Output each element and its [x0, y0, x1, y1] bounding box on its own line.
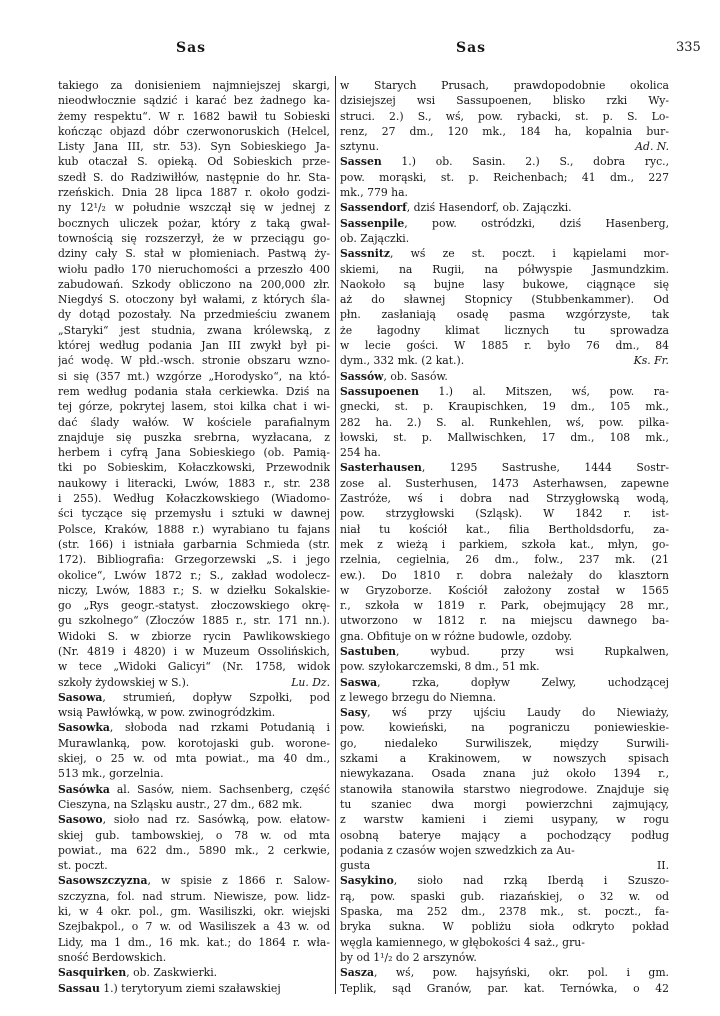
running-head-right: Sas — [456, 40, 487, 56]
right-line: aż do sławnej Stopnicy (Stubbenkammer). Od — [340, 293, 669, 307]
headword: Sastuben — [340, 644, 396, 658]
left-line: st. poczt. — [58, 859, 108, 873]
headword: Sassnitz — [340, 247, 391, 261]
right-line: pow. morąski, st. p. Reichenbach; 41 dm., 227 — [340, 170, 669, 184]
left-line: i 255). Według Kołaczkowskiego (Wiadomo- — [58, 492, 330, 506]
left-line: skiej gub. tambowskiej, o 78 w. od mta — [58, 828, 330, 842]
left-line: Cieszyna, na Szląsku austr., 27 dm., 682 mk. — [58, 797, 303, 811]
headword: Sassupoenen — [340, 384, 419, 398]
left-line: naukowy i literacki, Lwów, 1883 r., str. 238 — [58, 476, 330, 490]
headword: Saswa — [340, 675, 378, 689]
headword: Sasowo — [58, 813, 103, 827]
left-line: takiego za donisieniem najmniejszej skargi, — [58, 79, 330, 92]
right-line: mek z wieżą i parkiem, szkoła kat., młyn, go- — [340, 537, 669, 551]
right-line: Spaska, ma 252 dm., 2378 mk., st. poczt., fa- — [340, 905, 669, 919]
right-line: 254 ha. — [340, 446, 381, 460]
headword: Sassendorf — [340, 201, 407, 215]
left-line: tej górze, pokrytej lasem, stoi kilka chat i wi- — [58, 400, 330, 414]
right-line: rzelnia, cegielnia, 26 dm., folw., 237 mk. (21 — [340, 553, 669, 567]
right-line: r., szkoła w 1819 r. Park, obejmujący 28 mr., — [340, 599, 669, 613]
headword: Sasy — [340, 706, 368, 720]
right-line: utworzono w 1812 r. na miejscu dawnego ba- — [340, 614, 669, 628]
left-line: si się (357 mt.) wzgórze „Horodysko“, na któ- — [58, 369, 330, 383]
headword: Sasterhausen — [340, 461, 422, 475]
right-line: Naokoło są bujne lasy bukowe, ciągnące się — [340, 277, 669, 291]
left-line: powiat., ma 622 dm., 5890 mk., 2 cerkwie, — [58, 843, 330, 857]
right-line: dzisiejszej wsi Sassupoenen, blisko rzki Wy- — [340, 94, 669, 108]
right-line: Sassupoenen 1.) al. Mitszen, wś, pow. ra- — [340, 384, 669, 398]
right-line: Zastróże, wś i dobra nad Strzygłowską wodą, — [340, 492, 669, 506]
right-line: że łagodny klimat licznych tu sprowadza — [340, 323, 669, 337]
left-line: herbem i cyfrą Jana Sobieskiego (ob. Pamią- — [58, 446, 330, 460]
left-line: go „Rys geogr.-statyst. złoczowskiego okrę- — [58, 599, 330, 613]
right-line: Sasterhausen, 1295 Sastrushe, 1444 Sostr- — [340, 461, 669, 475]
left-line: jać wodę. W płd.-wsch. stronie obszaru wzno- — [58, 354, 330, 368]
left-line: nieodwłocznie sądzić i karać bez żadnego ka- — [58, 94, 330, 108]
right-line: osobną baterye mający a pochodzący podług — [340, 828, 669, 842]
right-line: Sassenpile, pow. ostródzki, dziś Hasenberg, — [340, 216, 669, 230]
left-line: Szejbakpol., o 7 w. od Wasiliszek a 43 w. od — [58, 920, 330, 934]
left-line: Sasowszczyzna, w spisie z 1866 r. Salow- — [58, 874, 330, 888]
left-line: Sasowo, sioło nad rz. Sasówką, pow. ełatow- — [58, 813, 330, 827]
right-line: szkami a Krakinowem, w nowszych spisach — [340, 752, 669, 766]
left-line: Niegdyś S. otoczony był wałami, z których śla- — [58, 293, 330, 307]
running-head-left: Sas — [176, 40, 207, 56]
right-line: Sastuben, wybud. przy wsi Rupkalwen, — [340, 644, 669, 658]
left-line: Widoki S. w zbiorze rycin Pawlikowskiego — [58, 629, 330, 643]
right-line: gna. Obfituje on w różne budowle, ozdoby. — [340, 629, 573, 643]
right-line: podania z czasów wojen szwedzkich za Au- — [340, 843, 575, 857]
right-line: Teplik, sąd Granów, par. kat. Ternówka, o 42 — [340, 981, 669, 995]
right-line: ob. Zajączki. — [340, 231, 410, 245]
signature-ks-fr: Ks. Fr. — [633, 354, 669, 368]
right-line: niewykazana. Osada znana już około 1394 r., — [340, 767, 669, 781]
left-line: rem według podania stała cerkiewka. Dziś na — [58, 384, 330, 398]
left-line: znajduje się puszka srebrna, wyzłacana, z — [58, 430, 330, 444]
right-line: zose al. Susterhusen, 1473 Asterhawsen, zapewne — [340, 476, 669, 490]
left-line: w tece „Widoki Galicyi“ (Nr. 1758, widok — [58, 660, 330, 674]
left-line: okolice“, Lwów 1872 r.; S., zakład wodolecz- — [58, 568, 330, 582]
right-line: płn. zasłaniają osadę pasma wzgórzyste, tak — [340, 308, 669, 322]
right-line: w Gryzoborze. Kościół założony został w 1565 — [340, 583, 669, 597]
left-line: wiołu padło 170 nieruchomości a przeszło 400 — [58, 262, 330, 276]
right-line: bryka sukna. W pobliżu sioła odkryto pokład — [340, 920, 669, 934]
column-divider — [335, 76, 336, 994]
right-line: Sassów, ob. Sasów. — [340, 369, 448, 383]
left-line: żemy respektu“. W r. 1682 bawił tu Sobieski — [58, 109, 330, 123]
left-line: kub otaczał S. opieką. Od Sobieskich prze- — [58, 155, 330, 169]
right-line: węgla kamiennego, w głębokości 4 saż., gru- — [340, 935, 585, 949]
left-line: tki po Sobieskim, Kołaczkowski, Przewodnik — [58, 461, 330, 475]
left-line: Lidy, ma 1 dm., 16 mk. kat.; do 1864 r. wła- — [58, 935, 330, 949]
left-line: Sasowka, słoboda nad rzkami Potudanią i — [58, 721, 330, 735]
right-line: renz, 27 dm., 120 mk., 184 ha, kopalnia bur- — [340, 124, 669, 138]
left-line: rzeńskich. Dnia 28 lipca 1887 r. około godzi- — [58, 186, 330, 200]
headword: Sasowka — [58, 721, 110, 735]
left-line: kończąc objazd dóbr czerwonoruskich (Helcel, — [58, 124, 330, 138]
right-column — [340, 78, 669, 996]
right-line: z lewego brzegu do Niemna. — [340, 690, 497, 704]
right-line: by od 1¹/₂ do 2 arszynów. — [340, 950, 477, 964]
right-line: gusta II. — [340, 859, 669, 873]
left-column — [58, 78, 330, 996]
left-line: bocznych uliczek pożar, który z taką gwał- — [58, 216, 330, 230]
right-line: pow. strzygłowski (Szląsk). W 1842 r. ist- — [340, 507, 669, 521]
left-line: Listy Jana III, str. 53). Syn Sobieskiego Ja- — [58, 140, 330, 154]
right-line: z warstw kamieni i ziemi usypany, w rogu — [340, 813, 669, 827]
left-line: ści tyczące się przemysłu i sztuki w dawnej — [58, 507, 330, 521]
right-line: Sasza, wś, pow. hajsyński, okr. pol. i gm. — [340, 966, 669, 980]
left-line: Sasówka al. Sasów, niem. Sachsenberg, część — [58, 782, 330, 796]
left-line: zabudowań. Szkody obliczono na 200,000 złr. — [58, 277, 330, 291]
left-line: (Nr. 4819 i 4820) i w Muzeum Ossolińskich, — [58, 644, 330, 658]
headword: Sasza — [340, 966, 374, 980]
left-line: której według podania Jan III zwykł był pi- — [58, 339, 330, 353]
headword: Sassów — [340, 369, 384, 383]
right-line: skiemi, na Rugii, na półwyspie Jasmundzkim. — [340, 262, 669, 276]
right-line: Sasy, wś przy ujściu Laudy do Niewiaży, — [340, 706, 669, 720]
left-line: niczy, Lwów, 1883 r.; S. w dziełku Sokalskie- — [58, 583, 330, 597]
headword: Sasowszczyzna — [58, 874, 148, 888]
left-line: Sasowa, strumień, dopływ Szpołki, pod — [58, 690, 330, 704]
right-line: pow. kowieński, na pograniczu poniewieskie- — [340, 721, 669, 735]
signature-ad-n: Ad. N. — [635, 140, 669, 154]
right-line: stanowiła stanowiła starstwo niegrodowe. Znajduje się — [340, 782, 669, 796]
right-line: Saswa, rzka, dopływ Zelwy, uchodzącej — [340, 675, 669, 689]
right-line: Sasykino, sioło nad rzką Iberdą i Szuszo- — [340, 874, 669, 888]
right-line: rą, pow. spaski gub. riazańskiej, o 32 w. od — [340, 889, 669, 903]
right-line: w Starych Prusach, prawdopodobnie okolica — [340, 79, 669, 92]
right-line: gnecki, st. p. Kraupischken, 19 dm., 105 mk., — [340, 400, 669, 414]
right-line: niał tu kościół kat., filia Bertholdsdorfu, za- — [340, 522, 669, 536]
headword: Sasówka — [58, 782, 110, 796]
headword: Sasquirken — [58, 966, 127, 980]
left-line: szedł S. do Radziwiłłów, następnie do hr. Sta- — [58, 170, 330, 184]
left-line: wsią Pawłówką, w pow. zwinogródzkim. — [58, 706, 276, 720]
right-line: sztynu. — [340, 140, 380, 154]
left-line: dziny cały S. stał w płomieniach. Pastwą ży- — [58, 247, 330, 261]
right-line: struci. 2.) S., wś, pow. rybacki, st. p. S. Lo- — [340, 109, 669, 123]
right-line: Sassnitz, wś ze st. poczt. i kąpielami mor- — [340, 247, 669, 261]
right-line: łowski, st. p. Mallwischken, 17 dm., 108 mk., — [340, 430, 669, 444]
headword: Sasowa — [58, 690, 103, 704]
left-line: Sassau 1.) terytoryum ziemi szaławskiej — [58, 981, 281, 995]
headword: Sassenpile — [340, 216, 405, 230]
right-line: 282 ha. 2.) S. al. Runkehlen, wś, pow. pilka- — [340, 415, 669, 429]
left-line: ki, w 4 okr. pol., gm. Wasiliszki, okr. wiejski — [58, 905, 330, 919]
left-line: szkoły żydowskiej w S.). — [58, 675, 190, 689]
right-line: Sassendorf, dziś Hasendorf, ob. Zajączki. — [340, 201, 572, 215]
left-line: dy dotąd pozostały. Na przedmieściu zwanem — [58, 308, 330, 322]
headword: Sassen — [340, 155, 382, 169]
left-line: ny 12¹/₂ w południe wszczął się w jednej z — [58, 201, 330, 215]
left-line: townością się rozszerzył, że w przeciągu go- — [58, 231, 330, 245]
left-line: Murawlanką, pow. korotojaski gub. worone- — [58, 736, 330, 750]
right-line: ew.). Do 1810 r. dobra należały do klasztorn — [340, 568, 669, 582]
left-line: dać ślady wałów. W kościele parafialnym — [58, 415, 330, 429]
left-line: Sasquirken, ob. Zaskwierki. — [58, 966, 218, 980]
left-line: sność Berdowskich. — [58, 950, 167, 964]
left-line: szczyzna, fol. nad strum. Niewisze, pow. lidz- — [58, 889, 330, 903]
right-line: dym., 332 mk. (2 kat.). — [340, 354, 465, 368]
left-line: gu szkolnego“ (Złoczów 1885 r., str. 171 nn.). — [58, 614, 330, 628]
right-line: Sassen 1.) ob. Sasin. 2.) S., dobra ryc., — [340, 155, 669, 169]
headword: Sassau — [58, 981, 100, 995]
right-line: tu szaniec dwa morgi powierzchni zajmujący, — [340, 797, 669, 811]
left-line: „Staryki“ jest studnia, zwana królewską, z — [58, 323, 330, 337]
left-line: (str. 166) i istniała garbarnia Schmieda (str. — [58, 537, 330, 551]
right-line: go, niedaleko Surwiliszek, między Surwili- — [340, 736, 669, 750]
left-line: Polsce, Kraków, 1888 r.) wyrabiano tu fajans — [58, 522, 330, 536]
right-line: pow. szyłokarczemski, 8 dm., 51 mk. — [340, 660, 540, 674]
headword: Sasykino — [340, 874, 394, 888]
right-line: mk., 779 ha. — [340, 186, 408, 200]
left-line: 172). Bibliografia: Grzegorzewski „S. i jego — [58, 553, 330, 567]
left-line: skiej, o 25 w. od mta powiat., ma 40 dm., — [58, 752, 330, 766]
left-line: 513 mk., gorzelnia. — [58, 767, 164, 781]
signature-lu-dz: Lu. Dz. — [291, 675, 330, 689]
right-line: w lecie gości. W 1885 r. było 76 dm., 84 — [340, 339, 669, 353]
page-number: 335 — [676, 40, 701, 55]
